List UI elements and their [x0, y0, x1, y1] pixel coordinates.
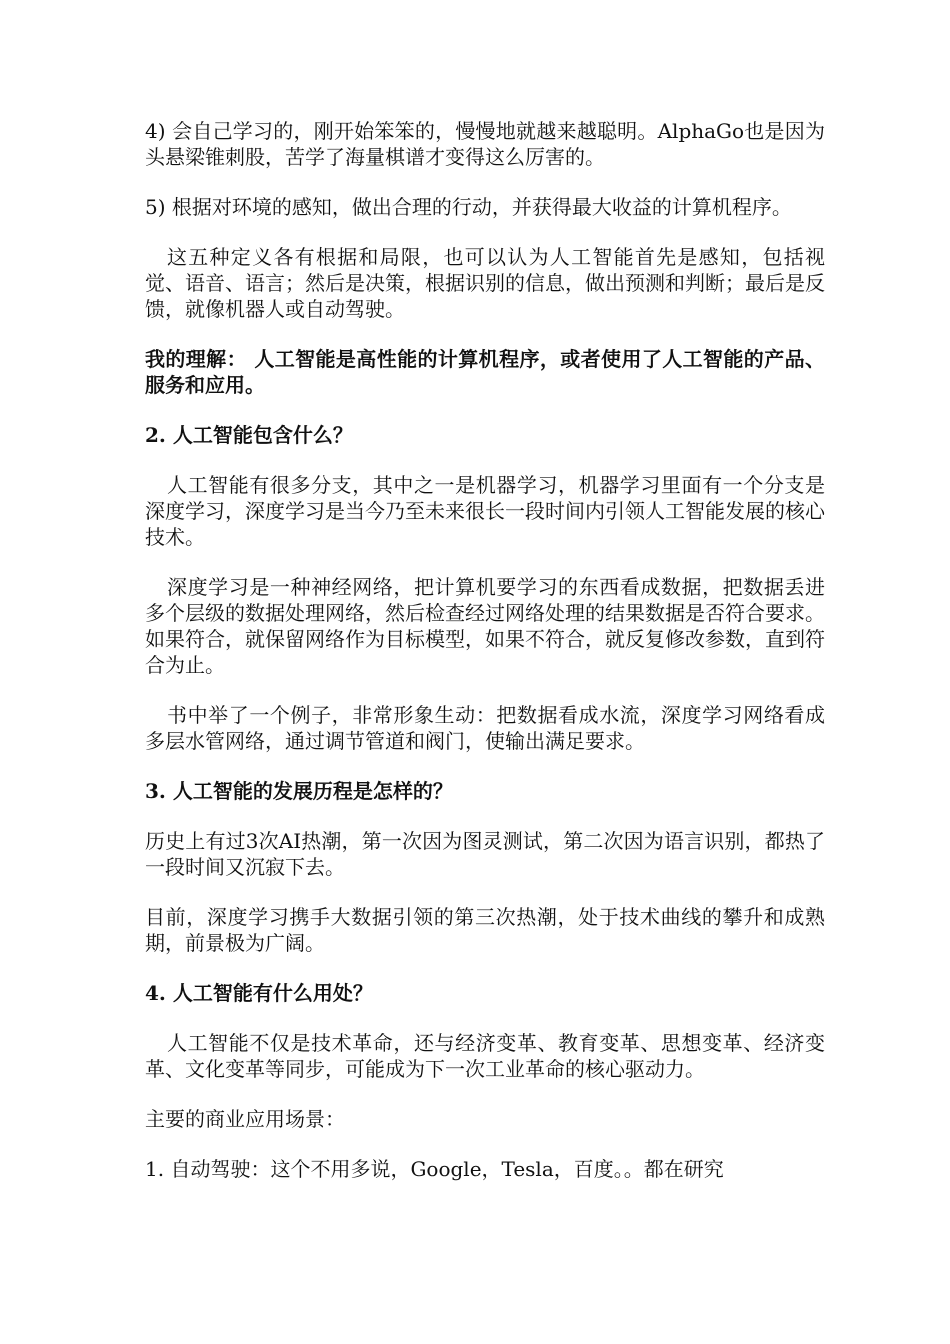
section-2-paragraph-3: 书中举了一个例子，非常形象生动：把数据看成水流，深度学习网络看成多层水管网络，通过调节管道和阀门，使输出满足要求。 [145, 703, 825, 753]
section-4-paragraph-2: 主要的商业应用场景： [145, 1107, 345, 1131]
section-4-list-item-1: 1. 自动驾驶：这个不用多说，Google，Tesla，百度。。都在研究 [145, 1157, 724, 1181]
section-3-paragraph-1: 历史上有过3次AI热潮，第一次因为图灵测试，第二次因为语言识别，都热了一段时间又沉寂下去。 [145, 829, 825, 879]
section-heading-4: 4. 人工智能有什么用处？ [145, 981, 373, 1005]
section-3-paragraph-2: 目前，深度学习携手大数据引领的第三次热潮，处于技术曲线的攀升和成熟期，前景极为广阔。 [145, 905, 825, 955]
my-understanding: 我的理解： 人工智能是高性能的计算机程序，或者使用了人工智能的产品、服务和应用。 [145, 347, 825, 397]
section-2-paragraph-1: 人工智能有很多分支，其中之一是机器学习，机器学习里面有一个分支是深度学习，深度学习是当今乃至未来很长一段时间内引领人工智能发展的核心技术。 [145, 473, 825, 549]
section-2-paragraph-2: 深度学习是一种神经网络，把计算机要学习的东西看成数据，把数据丢进多个层级的数据处理网络，然后检查经过网络处理的结果数据是否符合要求。如果符合，就保留网络作为目标模型，如果不符合，就反复修改参数，直到符合为止。 [145, 575, 825, 677]
section-heading-2: 2. 人工智能包含什么？ [145, 423, 353, 447]
definition-4: 4) 会自己学习的，刚开始笨笨的，慢慢地就越来越聪明。AlphaGo也是因为头悬梁锥刺股，苦学了海量棋谱才变得这么厉害的。 [145, 119, 825, 169]
document-page [145, 118, 825, 1206]
definitions-summary: 这五种定义各有根据和局限，也可以认为人工智能首先是感知，包括视觉、语音、语言；然后是决策，根据识别的信息，做出预测和判断；最后是反馈，就像机器人或自动驾驶。 [145, 245, 825, 321]
definition-5: 5) 根据对环境的感知，做出合理的行动，并获得最大收益的计算机程序。 [145, 195, 792, 219]
section-heading-3: 3. 人工智能的发展历程是怎样的？ [145, 779, 453, 803]
section-4-paragraph-1: 人工智能不仅是技术革命，还与经济变革、教育变革、思想变革、经济变革、文化变革等同步，可能成为下一次工业革命的核心驱动力。 [145, 1031, 825, 1081]
